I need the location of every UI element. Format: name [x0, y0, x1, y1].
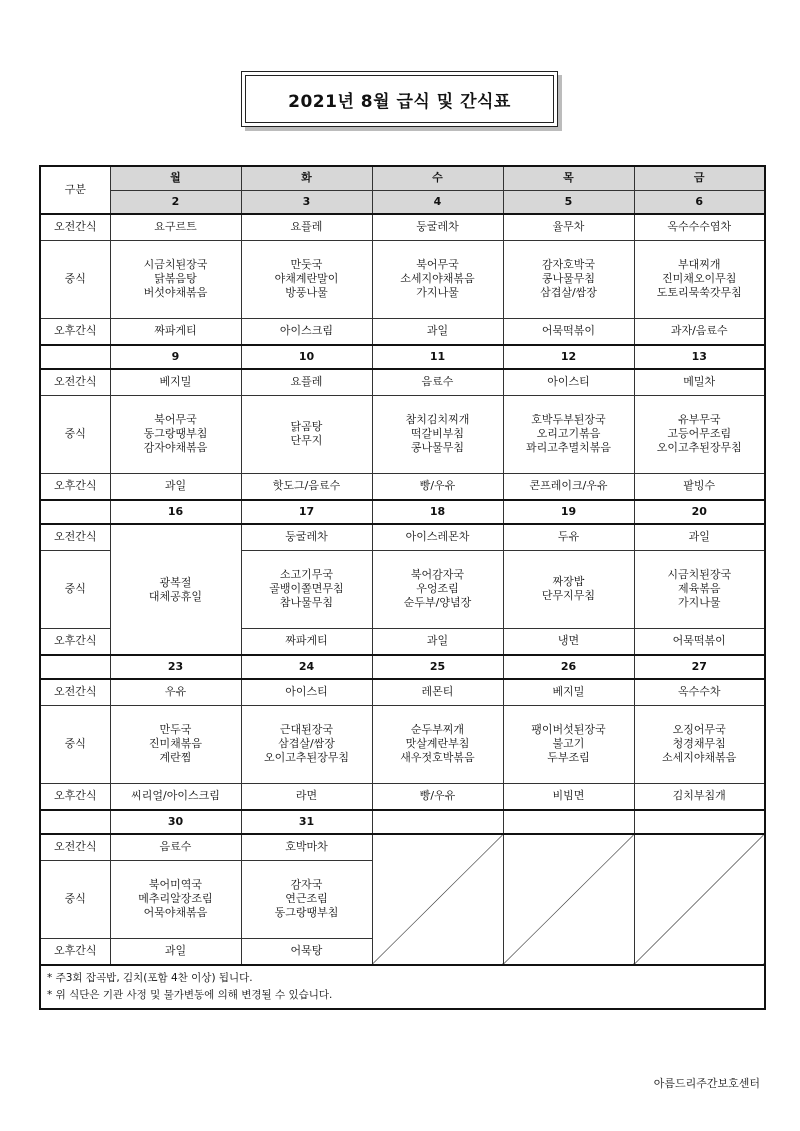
date-cell: 30	[110, 810, 241, 834]
date-cell: 26	[503, 655, 634, 679]
lunch-item: 짜장밥	[552, 575, 585, 588]
date-cell: 17	[241, 500, 372, 524]
row-label-lunch: 중식	[40, 240, 110, 318]
lunch-item: 새우젓호박볶음	[400, 751, 475, 764]
holiday-sub: 대체공휴일	[148, 589, 203, 603]
menu-cell: 과일	[372, 318, 503, 345]
row-label-morning: 오전간식	[40, 369, 110, 395]
menu-cell: 우유	[110, 679, 241, 705]
lunch-cell	[110, 395, 241, 473]
lunch-cell	[241, 395, 372, 473]
lunch-item: 불고기	[552, 737, 585, 750]
note-line: * 위 식단은 기관 사정 및 물가변동에 의해 변경될 수 있습니다.	[47, 989, 333, 1001]
lunch-item: 감자국	[290, 878, 323, 891]
lunch-item: 오징어무국	[672, 723, 726, 736]
lunch-item: 진미채볶음	[148, 737, 203, 750]
date-cell: 31	[241, 810, 372, 834]
lunch-item: 도토리묵쑥갓무침	[656, 286, 742, 299]
date-cell: 4	[372, 190, 503, 214]
lunch-item: 만둣국	[290, 258, 323, 271]
lunch-item: 메추리알장조림	[138, 892, 213, 905]
menu-cell: 아이스크림	[241, 318, 372, 345]
lunch-cell	[372, 705, 503, 783]
gubun-label: 구분	[40, 166, 110, 214]
lunch-cell	[110, 860, 241, 938]
holiday-name: 광복절	[159, 575, 192, 589]
lunch-item: 청경채무침	[672, 737, 726, 750]
lunch-item: 부대찌개	[677, 258, 721, 271]
week5-morning	[40, 834, 765, 860]
blank-label	[40, 655, 110, 679]
menu-cell: 콘프레이크/우유	[503, 473, 634, 500]
date-cell: 25	[372, 655, 503, 679]
day-header-wed: 수	[372, 166, 503, 190]
menu-cell: 옥수수차	[634, 679, 765, 705]
day-header-fri: 금	[634, 166, 765, 190]
lunch-item: 콩나물무침	[541, 272, 596, 285]
menu-cell: 비빔면	[503, 783, 634, 810]
lunch-item: 감자야채볶음	[143, 441, 208, 454]
lunch-item: 소고기무국	[279, 568, 334, 581]
menu-cell: 냉면	[503, 628, 634, 655]
menu-cell: 과일	[634, 524, 765, 550]
menu-cell: 레몬티	[372, 679, 503, 705]
notes-row	[40, 965, 765, 1009]
week1-morning	[40, 214, 765, 240]
lunch-item: 순두부/양념장	[403, 596, 472, 609]
lunch-item: 동그랑땡부침	[143, 427, 208, 440]
lunch-item: 순두부찌개	[410, 723, 465, 736]
lunch-item: 골뱅이쫄면무침	[269, 582, 344, 595]
menu-cell: 두유	[503, 524, 634, 550]
lunch-cell	[634, 240, 765, 318]
lunch-cell	[372, 395, 503, 473]
row-label-lunch: 중식	[40, 860, 110, 938]
lunch-item: 제육볶음	[677, 582, 721, 595]
blank-label	[40, 345, 110, 369]
menu-cell: 과일	[372, 628, 503, 655]
week4-morning	[40, 679, 765, 705]
menu-table	[39, 165, 766, 1010]
week5-dates	[40, 810, 765, 834]
menu-cell: 메밀차	[634, 369, 765, 395]
date-cell: 6	[634, 190, 765, 214]
lunch-cell	[372, 240, 503, 318]
date-cell: 23	[110, 655, 241, 679]
holiday-cell	[110, 524, 241, 655]
lunch-item: 떡갈비부침	[410, 427, 465, 440]
lunch-item: 방풍나물	[285, 286, 328, 299]
lunch-item: 만두국	[159, 723, 192, 736]
lunch-cell	[503, 240, 634, 318]
lunch-item: 콩나물무침	[410, 441, 465, 454]
date-cell: 9	[110, 345, 241, 369]
menu-cell: 둥굴레차	[372, 214, 503, 240]
date-cell: 11	[372, 345, 503, 369]
lunch-item: 진미채오이무침	[662, 272, 737, 285]
lunch-item: 오리고기볶음	[536, 427, 601, 440]
row-label-lunch: 중식	[40, 705, 110, 783]
lunch-item: 꽈리고추멸치볶음	[525, 441, 611, 454]
note-line: * 주3회 잡곡밥, 김치(포함 4찬 이상) 됩니다.	[47, 972, 253, 984]
menu-cell: 음료수	[372, 369, 503, 395]
date-cell: 27	[634, 655, 765, 679]
menu-cell: 둥굴레차	[241, 524, 372, 550]
menu-cell: 아이스티	[241, 679, 372, 705]
lunch-item: 참나물무침	[279, 596, 334, 609]
lunch-cell	[241, 860, 372, 938]
notes-cell	[40, 965, 765, 1009]
lunch-item: 감자호박국	[541, 258, 596, 271]
menu-cell: 팥빙수	[634, 473, 765, 500]
menu-cell: 요플레	[241, 369, 372, 395]
menu-cell: 요구르트	[110, 214, 241, 240]
center-name: 아름드리주간보호센터	[653, 1077, 760, 1090]
lunch-item: 가지나물	[677, 596, 721, 609]
row-label-morning: 오전간식	[40, 834, 110, 860]
week3-morning	[40, 524, 765, 550]
empty-diagonal-cell	[372, 834, 503, 965]
lunch-item: 시금치된장국	[143, 258, 208, 271]
lunch-item: 삼겹살/쌈장	[278, 737, 335, 750]
row-label-morning: 오전간식	[40, 214, 110, 240]
date-cell-empty	[503, 810, 634, 834]
lunch-item: 호박두부된장국	[531, 413, 606, 426]
lunch-item: 근대된장국	[279, 723, 334, 736]
lunch-item: 시금치된장국	[667, 568, 732, 581]
lunch-item: 북어무국	[416, 258, 459, 271]
week3-dates	[40, 500, 765, 524]
page-title: 2021년 8월 급식 및 간식표	[245, 75, 554, 123]
lunch-item: 야채계란말이	[274, 272, 339, 285]
day-header-thu: 목	[503, 166, 634, 190]
lunch-item: 버섯야채볶음	[143, 286, 208, 299]
lunch-item: 삼겹살/쌈장	[540, 286, 597, 299]
row-label-lunch: 중식	[40, 395, 110, 473]
row-label-morning: 오전간식	[40, 679, 110, 705]
menu-cell: 베지밀	[110, 369, 241, 395]
header-row	[40, 166, 765, 190]
row-label-morning: 오전간식	[40, 524, 110, 550]
menu-cell: 빵/우유	[372, 473, 503, 500]
menu-cell: 핫도그/음료수	[241, 473, 372, 500]
date-cell: 20	[634, 500, 765, 524]
lunch-item: 닭곰탕	[290, 420, 323, 433]
lunch-item: 가지나물	[416, 286, 459, 299]
menu-cell: 어묵탕	[241, 938, 372, 965]
row-label-afternoon: 오후간식	[40, 473, 110, 500]
week2-afternoon	[40, 473, 765, 500]
row-label-afternoon: 오후간식	[40, 783, 110, 810]
week4-dates	[40, 655, 765, 679]
week2-lunch	[40, 395, 765, 473]
lunch-cell	[634, 705, 765, 783]
date-cell-empty	[634, 810, 765, 834]
date-cell: 13	[634, 345, 765, 369]
menu-cell: 어묵떡볶이	[634, 628, 765, 655]
lunch-cell	[110, 705, 241, 783]
date-cell: 18	[372, 500, 503, 524]
menu-cell: 김치부침개	[634, 783, 765, 810]
menu-cell: 호박마차	[241, 834, 372, 860]
lunch-item: 팽이버섯된장국	[531, 723, 606, 736]
menu-cell: 과일	[110, 473, 241, 500]
date-cell: 12	[503, 345, 634, 369]
lunch-item: 유부무국	[677, 413, 721, 426]
week1-afternoon	[40, 318, 765, 345]
date-cell: 19	[503, 500, 634, 524]
lunch-item: 북어무국	[154, 413, 197, 426]
lunch-cell	[110, 240, 241, 318]
week1-dates	[40, 190, 765, 214]
lunch-item: 고등어무조림	[667, 427, 732, 440]
menu-cell: 짜파게티	[241, 628, 372, 655]
lunch-cell	[503, 705, 634, 783]
lunch-item: 단무지	[290, 434, 323, 447]
row-label-lunch: 중식	[40, 550, 110, 628]
date-cell: 24	[241, 655, 372, 679]
lunch-item: 맛살계란부침	[405, 737, 470, 750]
menu-cell: 요플레	[241, 214, 372, 240]
menu-cell: 율무차	[503, 214, 634, 240]
lunch-item: 두부조림	[547, 751, 590, 764]
week4-lunch	[40, 705, 765, 783]
week4-afternoon	[40, 783, 765, 810]
lunch-item: 오이고추된장무침	[656, 441, 742, 454]
menu-cell: 과일	[110, 938, 241, 965]
date-cell: 10	[241, 345, 372, 369]
menu-cell: 음료수	[110, 834, 241, 860]
week1-lunch	[40, 240, 765, 318]
week2-morning	[40, 369, 765, 395]
menu-cell: 빵/우유	[372, 783, 503, 810]
lunch-cell	[634, 395, 765, 473]
lunch-item: 단무지무침	[541, 589, 596, 602]
date-cell: 3	[241, 190, 372, 214]
menu-cell: 과자/음료수	[634, 318, 765, 345]
empty-diagonal-cell	[634, 834, 765, 965]
menu-cell: 옥수수수염차	[634, 214, 765, 240]
lunch-cell	[503, 395, 634, 473]
date-cell: 5	[503, 190, 634, 214]
row-label-afternoon: 오후간식	[40, 628, 110, 655]
empty-diagonal-cell	[503, 834, 634, 965]
blank-label	[40, 810, 110, 834]
lunch-item: 참치김치찌개	[405, 413, 470, 426]
lunch-item: 우엉조림	[416, 582, 459, 595]
lunch-cell	[241, 705, 372, 783]
week2-dates	[40, 345, 765, 369]
lunch-item: 북어감자국	[410, 568, 465, 581]
date-cell: 16	[110, 500, 241, 524]
date-cell-empty	[372, 810, 503, 834]
lunch-item: 계란찜	[159, 751, 192, 764]
lunch-item: 연근조림	[285, 892, 328, 905]
lunch-cell	[634, 550, 765, 628]
lunch-item: 북어미역국	[148, 878, 203, 891]
lunch-item: 어묵야채볶음	[143, 906, 208, 919]
lunch-item: 소세지야채볶음	[400, 272, 475, 285]
title-box	[241, 71, 558, 127]
menu-cell: 어묵떡볶이	[503, 318, 634, 345]
lunch-cell	[372, 550, 503, 628]
menu-cell: 짜파게티	[110, 318, 241, 345]
menu-cell: 베지밀	[503, 679, 634, 705]
menu-cell: 아이스레몬차	[372, 524, 503, 550]
menu-cell: 아이스티	[503, 369, 634, 395]
blank-label	[40, 500, 110, 524]
day-header-tue: 화	[241, 166, 372, 190]
row-label-afternoon: 오후간식	[40, 938, 110, 965]
day-header-mon: 월	[110, 166, 241, 190]
lunch-cell	[503, 550, 634, 628]
lunch-item: 동그랑땡부침	[274, 906, 339, 919]
row-label-afternoon: 오후간식	[40, 318, 110, 345]
lunch-item: 닭볶음탕	[154, 272, 197, 285]
lunch-item: 소세지야채볶음	[662, 751, 737, 764]
menu-cell: 씨리얼/아이스크림	[110, 783, 241, 810]
lunch-cell	[241, 240, 372, 318]
menu-cell: 라면	[241, 783, 372, 810]
lunch-cell	[241, 550, 372, 628]
date-cell: 2	[110, 190, 241, 214]
lunch-item: 오이고추된장무침	[263, 751, 349, 764]
